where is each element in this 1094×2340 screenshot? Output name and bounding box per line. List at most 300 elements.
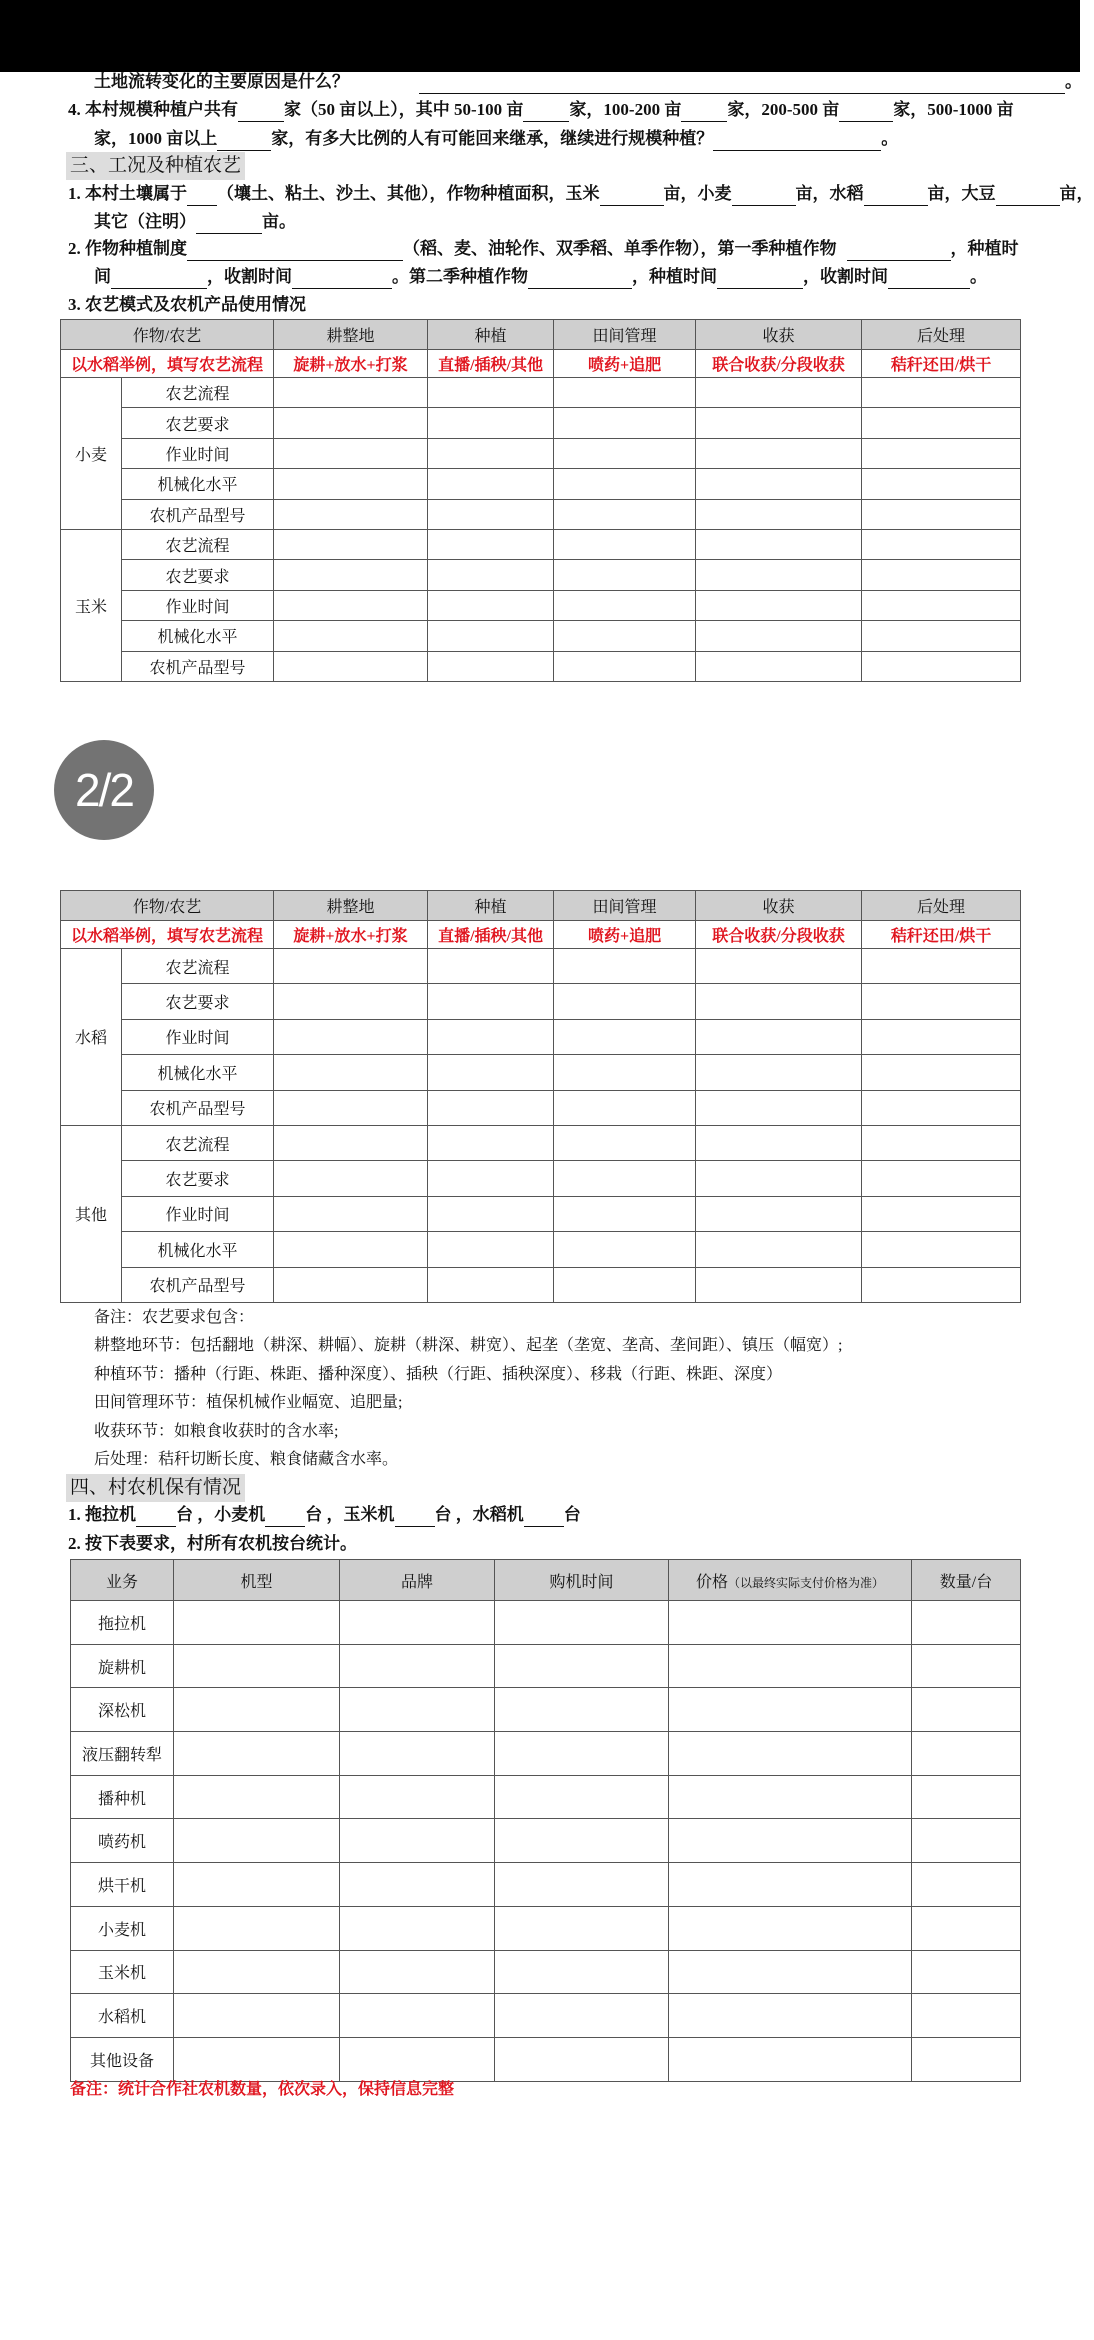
section4-title: 四、村农机保有情况 [66,1474,245,1502]
answer-blank[interactable] [713,132,881,151]
row-label: 机械化水平 [122,469,274,499]
input-cell[interactable] [862,499,1021,529]
input-cell[interactable] [862,529,1021,559]
input-cell[interactable] [428,438,554,468]
s3-q2-line1 [68,237,1019,261]
answer-blank[interactable] [528,270,632,289]
input-cell[interactable] [862,1232,1021,1267]
input-cell[interactable] [862,408,1021,438]
text: 2. 作物种植制度 [68,239,187,258]
example-cell: 秸秆还田/烘干 [862,921,1021,949]
input-cell[interactable] [669,1644,912,1688]
input-cell[interactable] [428,651,554,681]
example-row [61,921,1021,949]
input-cell[interactable] [174,1732,340,1776]
input-cell[interactable] [696,560,862,590]
input-cell[interactable] [696,1019,862,1054]
input-cell[interactable] [554,1267,696,1302]
agronomy-table-2 [60,890,1021,1303]
input-cell[interactable] [174,1819,340,1863]
input-cell[interactable] [696,499,862,529]
input-cell[interactable] [696,1161,862,1196]
input-cell[interactable] [428,1019,554,1054]
header-cell-price [669,1560,912,1601]
machine-type-label: 小麦机 [71,1906,174,1950]
input-cell[interactable] [274,949,428,984]
input-cell[interactable] [696,1055,862,1090]
input-cell[interactable] [554,529,696,559]
input-cell[interactable] [862,621,1021,651]
input-cell[interactable] [174,1688,340,1732]
input-cell[interactable] [495,1688,669,1732]
text: （稻、麦、油轮作、双季稻、单季作物），第一季种植作物 [403,239,837,258]
input-cell[interactable] [669,1819,912,1863]
table-row [61,1161,1021,1196]
input-cell[interactable] [912,1819,1021,1863]
input-cell[interactable] [912,1906,1021,1950]
table-row [71,2037,1021,2081]
crop-label: 其他 [61,1125,122,1302]
input-cell[interactable] [174,1994,340,2038]
row-label: 作业时间 [122,590,274,620]
input-cell[interactable] [274,590,428,620]
input-cell[interactable] [274,499,428,529]
text: 台 ，水稻机 [434,1505,524,1524]
input-cell[interactable] [274,1267,428,1302]
input-cell[interactable] [340,1644,495,1688]
input-cell[interactable] [862,469,1021,499]
table-row [71,1819,1021,1863]
input-cell[interactable] [696,984,862,1019]
input-cell[interactable] [554,438,696,468]
text: 亩。 [262,212,296,231]
input-cell[interactable] [912,1863,1021,1907]
s3-q3: 3. 农艺模式及农机产品使用情况 [68,295,306,314]
input-cell[interactable] [862,984,1021,1019]
input-cell[interactable] [174,1863,340,1907]
input-cell[interactable] [862,1090,1021,1125]
price-label: 价格 [695,1573,728,1591]
table-row [61,949,1021,984]
table-row [61,1125,1021,1160]
input-cell[interactable] [912,1644,1021,1688]
input-cell[interactable] [554,1090,696,1125]
input-cell[interactable] [340,1732,495,1776]
input-cell[interactable] [669,1688,912,1732]
row-label: 农艺要求 [122,1161,274,1196]
example-cell: 联合收获/分段收获 [696,350,862,378]
input-cell[interactable] [274,1125,428,1160]
input-cell[interactable] [912,1732,1021,1776]
input-cell[interactable] [174,1906,340,1950]
header-cell: 作物/农艺 [61,891,274,921]
answer-blank[interactable] [732,187,796,206]
answer-blank[interactable] [265,1508,305,1527]
header-cell: 田间管理 [554,320,696,350]
input-cell[interactable] [696,621,862,651]
table-row [61,621,1021,651]
input-cell[interactable] [554,1232,696,1267]
input-cell[interactable] [696,651,862,681]
answer-blank[interactable] [847,242,951,261]
input-cell[interactable] [862,1196,1021,1231]
input-cell[interactable] [274,378,428,408]
input-cell[interactable] [554,621,696,651]
input-cell[interactable] [274,1019,428,1054]
input-cell[interactable] [696,1196,862,1231]
input-cell[interactable] [669,1601,912,1645]
input-cell[interactable] [912,2037,1021,2081]
input-cell[interactable] [554,499,696,529]
input-cell[interactable] [554,1125,696,1160]
input-cell[interactable] [554,651,696,681]
machine-type-label: 播种机 [71,1775,174,1819]
input-cell[interactable] [495,1775,669,1819]
text: 4. 本村规模种植户共有 [68,100,238,119]
table-row [71,1732,1021,1776]
input-cell[interactable] [428,984,554,1019]
input-cell[interactable] [428,1055,554,1090]
answer-blank[interactable] [196,215,262,234]
answer-blank[interactable] [292,270,392,289]
answer-blank[interactable] [600,187,664,206]
answer-blank[interactable] [996,187,1060,206]
section3-title: 三、工况及种植农艺 [66,152,245,180]
input-cell[interactable] [495,1732,669,1776]
input-cell[interactable] [862,1267,1021,1302]
input-cell[interactable] [554,1196,696,1231]
example-cell: 直播/插秧/其他 [428,921,554,949]
input-cell[interactable] [274,529,428,559]
input-cell[interactable] [669,1950,912,1994]
table-row [61,438,1021,468]
input-cell[interactable] [862,590,1021,620]
text: 亩，小麦 [663,184,732,203]
input-cell[interactable] [696,1090,862,1125]
input-cell[interactable] [274,1232,428,1267]
row-label: 作业时间 [122,1019,274,1054]
header-cell: 品牌 [340,1560,495,1601]
q4-line1 [68,98,1014,122]
text: 。 [970,267,987,286]
text: （壤土、粘土、沙土、其他），作物种植面积，玉米 [217,184,600,203]
input-cell[interactable] [340,1688,495,1732]
input-cell[interactable] [428,1196,554,1231]
input-cell[interactable] [174,1644,340,1688]
input-cell[interactable] [669,2037,912,2081]
example-cell: 旋耕+放水+打浆 [274,350,428,378]
machine-type-label: 旋耕机 [71,1644,174,1688]
header-cell: 购机时间 [495,1560,669,1601]
input-cell[interactable] [274,408,428,438]
input-cell[interactable] [862,1019,1021,1054]
input-cell[interactable] [554,560,696,590]
input-cell[interactable] [862,1161,1021,1196]
row-label: 农艺要求 [122,408,274,438]
input-cell[interactable] [174,2037,340,2081]
input-cell[interactable] [862,560,1021,590]
header-cell: 后处理 [862,891,1021,921]
machine-type-label: 喷药机 [71,1819,174,1863]
input-cell[interactable] [428,590,554,620]
footer-note: 备注：统计合作社农机数量，依次录入，保持信息完整 [70,2081,455,2098]
text: 土地流转变化的主要原因是什么？ [94,72,349,91]
input-cell[interactable] [912,1601,1021,1645]
input-cell[interactable] [554,1161,696,1196]
table-row [61,560,1021,590]
input-cell[interactable] [340,1775,495,1819]
input-cell[interactable] [862,651,1021,681]
table-row [61,529,1021,559]
table-row [61,1232,1021,1267]
input-cell[interactable] [428,1232,554,1267]
table-row [61,984,1021,1019]
machine-type-label: 深松机 [71,1688,174,1732]
input-cell[interactable] [428,529,554,559]
s3-q1-line2 [94,210,296,234]
input-cell[interactable] [912,1950,1021,1994]
input-cell[interactable] [554,590,696,620]
answer-blank[interactable] [187,187,217,206]
input-cell[interactable] [274,1196,428,1231]
input-cell[interactable] [428,469,554,499]
input-cell[interactable] [274,560,428,590]
example-cell: 直播/插秧/其他 [428,350,554,378]
table-row [61,1196,1021,1231]
input-cell[interactable] [274,1055,428,1090]
input-cell[interactable] [274,621,428,651]
input-cell[interactable] [428,949,554,984]
text: 间 [94,267,111,286]
price-hint: （以最终实际支付价格为准） [728,1575,885,1590]
machine-type-label: 其他设备 [71,2037,174,2081]
row-label: 作业时间 [122,438,274,468]
input-cell[interactable] [428,560,554,590]
answer-blank[interactable] [187,242,403,261]
input-cell[interactable] [495,1863,669,1907]
header-cell: 田间管理 [554,891,696,921]
input-cell[interactable] [554,378,696,408]
input-cell[interactable] [340,1950,495,1994]
text: 家，有多大比例的人有可能回来继承，继续进行规模种植？ [271,129,714,148]
input-cell[interactable] [274,1161,428,1196]
input-cell[interactable] [554,408,696,438]
crop-label: 小麦 [61,378,122,530]
header-cell: 收获 [696,891,862,921]
input-cell[interactable] [554,984,696,1019]
input-cell[interactable] [495,1906,669,1950]
table-row [71,1950,1021,1994]
table-row [61,469,1021,499]
input-cell[interactable] [495,1819,669,1863]
input-cell[interactable] [340,1906,495,1950]
row-label: 农艺流程 [122,949,274,984]
answer-blank[interactable] [111,270,207,289]
text: ，收割时间 [207,267,292,286]
input-cell[interactable] [696,1232,862,1267]
row-label: 农机产品型号 [122,1090,274,1125]
input-cell[interactable] [428,1125,554,1160]
input-cell[interactable] [696,590,862,620]
example-cell: 喷药+追肥 [554,921,696,949]
input-cell[interactable] [495,1644,669,1688]
table-row [71,1994,1021,2038]
crop-label: 水稻 [61,949,122,1126]
row-label: 农艺流程 [122,378,274,408]
answer-blank[interactable] [523,103,569,122]
input-cell[interactable] [274,651,428,681]
input-cell[interactable] [340,2037,495,2081]
input-cell[interactable] [862,438,1021,468]
input-cell[interactable] [174,1601,340,1645]
header-cell: 作物/农艺 [61,320,274,350]
table-row [71,1906,1021,1950]
input-cell[interactable] [495,1601,669,1645]
input-cell[interactable] [174,1775,340,1819]
input-cell[interactable] [669,1863,912,1907]
input-cell[interactable] [495,2037,669,2081]
note-line: 备注：农艺要求包含： [94,1309,255,1326]
input-cell[interactable] [340,1601,495,1645]
input-cell[interactable] [428,1161,554,1196]
text: 1. 本村土壤属于 [68,184,187,203]
answer-blank[interactable] [395,1508,435,1527]
header-cell: 耕整地 [274,320,428,350]
row-label: 机械化水平 [122,1232,274,1267]
answer-blank[interactable] [238,103,284,122]
input-cell[interactable] [696,1125,862,1160]
table-row [61,1055,1021,1090]
answer-blank[interactable] [419,75,1065,94]
input-cell[interactable] [669,1732,912,1776]
input-cell[interactable] [174,1950,340,1994]
table-row [61,651,1021,681]
input-cell[interactable] [669,1994,912,2038]
input-cell[interactable] [428,1267,554,1302]
row-label: 农机产品型号 [122,499,274,529]
input-cell[interactable] [274,438,428,468]
input-cell[interactable] [862,378,1021,408]
text: 亩，大豆 [927,184,996,203]
text: ，种植时 [950,239,1019,258]
row-label: 农艺流程 [122,529,274,559]
input-cell[interactable] [669,1906,912,1950]
input-cell[interactable] [912,1688,1021,1732]
input-cell[interactable] [912,1994,1021,2038]
header-cell: 收获 [696,320,862,350]
text: 家，200-500 亩 [727,100,840,119]
answer-blank[interactable] [136,1508,176,1527]
machine-type-label: 液压翻转犁 [71,1732,174,1776]
machine-type-label: 水稻机 [71,1994,174,2038]
text: 。 [881,129,899,148]
agronomy-table-1 [60,319,1021,682]
text: 。第二季种植作物 [392,267,528,286]
example-row [61,350,1021,378]
input-cell[interactable] [428,499,554,529]
row-label: 机械化水平 [122,621,274,651]
input-cell[interactable] [340,1994,495,2038]
header-cell: 后处理 [862,320,1021,350]
input-cell[interactable] [274,469,428,499]
input-cell[interactable] [862,1055,1021,1090]
table-row [61,378,1021,408]
input-cell[interactable] [428,1090,554,1125]
answer-blank[interactable] [717,270,803,289]
text: 台 ，玉米机 [305,1505,395,1524]
answer-blank[interactable] [839,103,893,122]
input-cell[interactable] [696,378,862,408]
machine-type-label: 拖拉机 [71,1601,174,1645]
input-cell[interactable] [554,1019,696,1054]
input-cell[interactable] [428,621,554,651]
input-cell[interactable] [912,1775,1021,1819]
example-cell: 秸秆还田/烘干 [862,350,1021,378]
text: 家，500-1000 亩 [893,100,1014,119]
text: 亩，水稻 [795,184,864,203]
table-row [61,1267,1021,1302]
input-cell[interactable] [554,469,696,499]
input-cell[interactable] [554,1055,696,1090]
input-cell[interactable] [495,1950,669,1994]
answer-blank[interactable] [888,270,970,289]
input-cell[interactable] [862,1125,1021,1160]
note-line: 后处理：秸秆切断长度、粮食储藏含水率。 [94,1451,399,1468]
crop-label: 玉米 [61,529,122,681]
input-cell[interactable] [696,408,862,438]
machine-table [70,1559,1021,2082]
row-label: 农机产品型号 [122,1267,274,1302]
table-row [71,1644,1021,1688]
table-row [71,1688,1021,1732]
header-cell: 耕整地 [274,891,428,921]
answer-blank[interactable] [681,103,727,122]
input-cell[interactable] [862,949,1021,984]
answer-blank[interactable] [217,132,271,151]
input-cell[interactable] [495,1994,669,2038]
input-cell[interactable] [696,438,862,468]
text: 家，100-200 亩 [569,100,682,119]
text: 家，1000 亩以上 [94,129,218,148]
input-cell[interactable] [696,949,862,984]
example-cell: 以水稻举例，填写农艺流程 [61,350,274,378]
note-line: 田间管理环节：植保机械作业幅宽、追肥量; [94,1394,403,1411]
input-cell[interactable] [274,1090,428,1125]
input-cell[interactable] [669,1775,912,1819]
page-indicator-badge: 2/2 [54,740,154,840]
input-cell[interactable] [340,1863,495,1907]
header-cell: 数量/台 [912,1560,1021,1601]
input-cell[interactable] [428,408,554,438]
table-row [61,1019,1021,1054]
input-cell[interactable] [274,984,428,1019]
input-cell[interactable] [340,1819,495,1863]
table-row [71,1775,1021,1819]
input-cell[interactable] [696,469,862,499]
input-cell[interactable] [696,529,862,559]
example-cell: 联合收获/分段收获 [696,921,862,949]
input-cell[interactable] [428,378,554,408]
top-bar [0,0,1080,72]
machine-type-label: 烘干机 [71,1863,174,1907]
text: 1. 拖拉机 [68,1505,136,1524]
s3-q1-line1 [68,182,1094,206]
table-row [61,1090,1021,1125]
input-cell[interactable] [554,949,696,984]
answer-blank[interactable] [524,1508,564,1527]
input-cell[interactable] [696,1267,862,1302]
answer-blank[interactable] [864,187,928,206]
